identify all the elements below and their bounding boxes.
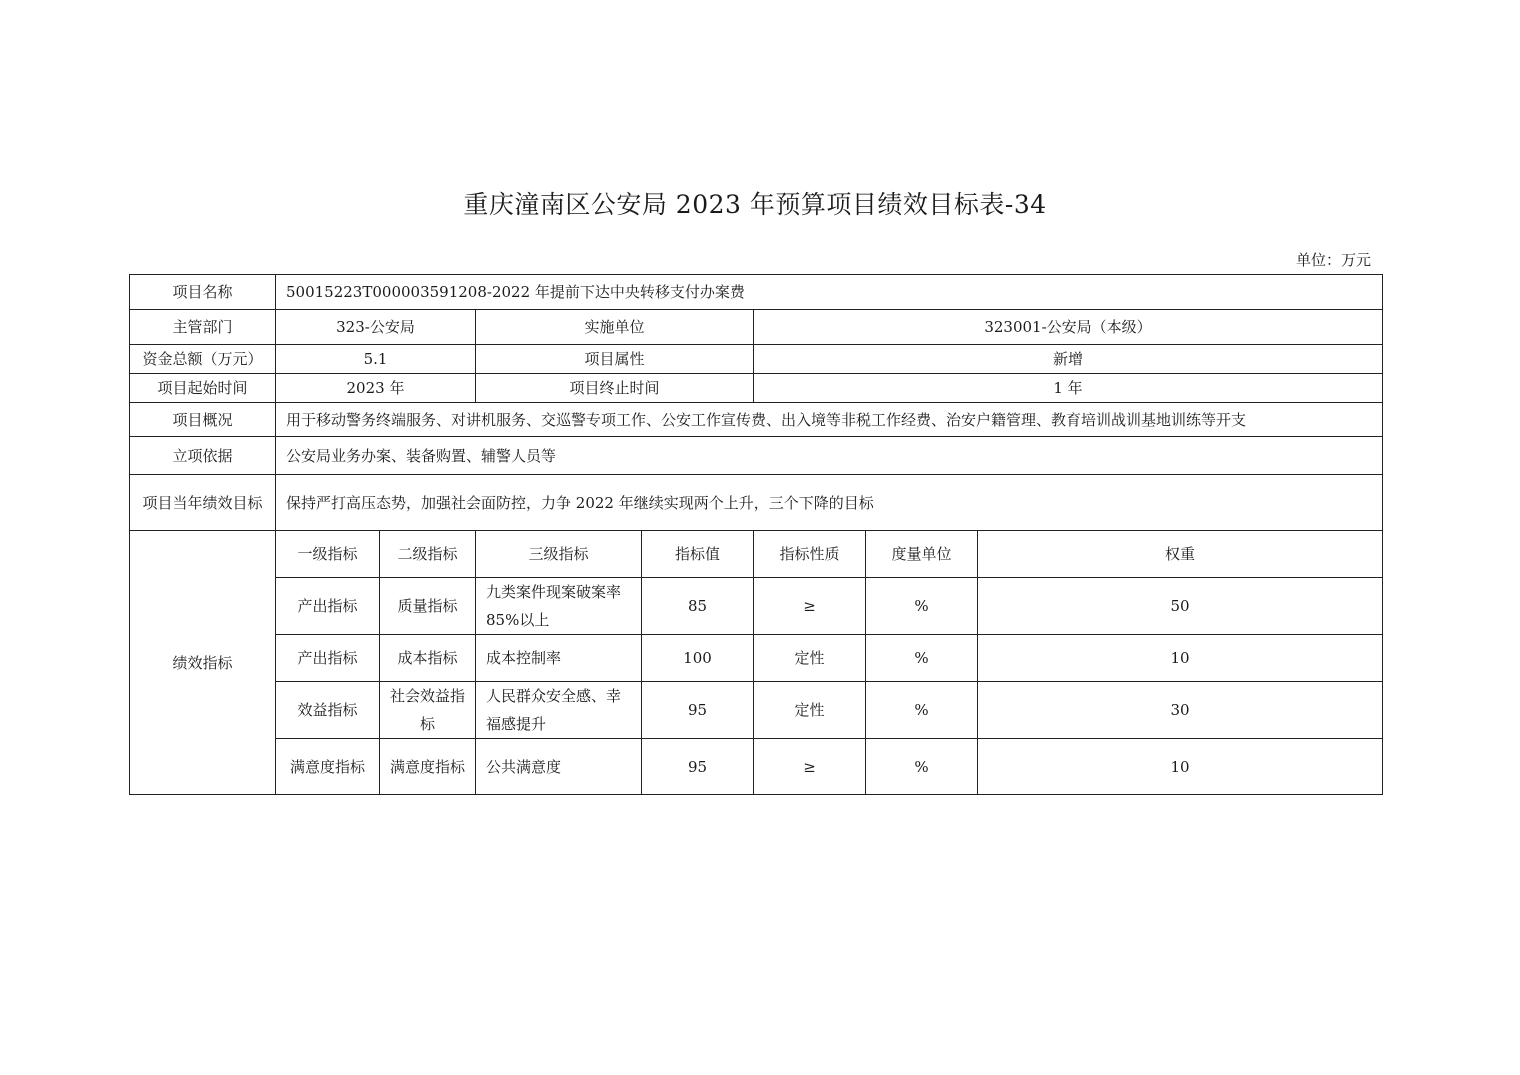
table-row (130, 682, 1383, 739)
overview-label: 项目概况 (130, 403, 276, 437)
value-cell: 85 (642, 578, 754, 635)
fund-value: 5.1 (276, 345, 476, 374)
weight-cell: 50 (978, 578, 1383, 635)
unit-cell: % (866, 682, 978, 739)
level1-cell: 产出指标 (276, 578, 380, 635)
header-level2: 二级指标 (380, 531, 476, 578)
header-weight: 权重 (978, 531, 1383, 578)
project-name-value: 50015223T000003591208-2022 年提前下达中央转移支付办案费 (276, 275, 1383, 310)
header-value: 指标值 (642, 531, 754, 578)
value-cell: 95 (642, 739, 754, 795)
end-value: 1 年 (754, 374, 1383, 403)
indicator-header-row (130, 531, 1383, 578)
goal-label: 项目当年绩效目标 (130, 475, 276, 531)
weight-cell: 30 (978, 682, 1383, 739)
weight-cell: 10 (978, 739, 1383, 795)
basis-value: 公安局业务办案、装备购置、辅警人员等 (276, 437, 1383, 475)
nature-cell: ≥ (754, 578, 866, 635)
level2-cell: 成本指标 (380, 635, 476, 682)
header-nature: 指标性质 (754, 531, 866, 578)
row-fund (130, 345, 1383, 374)
row-goal (130, 475, 1383, 531)
page-title: 重庆潼南区公安局 2023 年预算项目绩效目标表-34 (463, 190, 1047, 219)
dept-label: 主管部门 (130, 310, 276, 345)
indicators-section-label: 绩效指标 (130, 531, 276, 795)
start-label: 项目起始时间 (130, 374, 276, 403)
weight-cell: 10 (978, 635, 1383, 682)
level3-cell: 人民群众安全感、幸福感提升 (476, 682, 642, 739)
table-row (130, 578, 1383, 635)
basis-label: 立项依据 (130, 437, 276, 475)
project-name-label: 项目名称 (130, 275, 276, 310)
header-unit: 度量单位 (866, 531, 978, 578)
nature-cell: 定性 (754, 682, 866, 739)
row-project-name (130, 275, 1383, 310)
fund-label: 资金总额（万元） (130, 345, 276, 374)
nature-cell: ≥ (754, 739, 866, 795)
unit-cell: % (866, 739, 978, 795)
start-value: 2023 年 (276, 374, 476, 403)
value-cell: 100 (642, 635, 754, 682)
unit-cell: % (866, 635, 978, 682)
row-basis (130, 437, 1383, 475)
value-cell: 95 (642, 682, 754, 739)
level1-cell: 效益指标 (276, 682, 380, 739)
row-department (130, 310, 1383, 345)
level2-cell: 社会效益指标 (380, 682, 476, 739)
level3-cell: 公共满意度 (476, 739, 642, 795)
attr-value: 新增 (754, 345, 1383, 374)
unit-cell: % (866, 578, 978, 635)
impl-value: 323001-公安局（本级） (754, 310, 1383, 345)
dept-value: 323-公安局 (276, 310, 476, 345)
level2-cell: 满意度指标 (380, 739, 476, 795)
unit-label: 单位：万元 (1295, 251, 1371, 269)
nature-cell: 定性 (754, 635, 866, 682)
row-overview (130, 403, 1383, 437)
level1-cell: 产出指标 (276, 635, 380, 682)
overview-value: 用于移动警务终端服务、对讲机服务、交巡警专项工作、公安工作宣传费、出入境等非税工作经费、治安户籍管理、教育培训战训基地训练等开支 (276, 403, 1383, 437)
attr-label: 项目属性 (476, 345, 754, 374)
level2-cell: 质量指标 (380, 578, 476, 635)
level3-cell: 九类案件现案破案率85%以上 (476, 578, 642, 635)
performance-goal-table (129, 274, 1383, 795)
header-level3: 三级指标 (476, 531, 642, 578)
goal-value: 保持严打高压态势，加强社会面防控，力争 2022 年继续实现两个上升，三个下降的目标 (276, 475, 1383, 531)
level1-cell: 满意度指标 (276, 739, 380, 795)
table-row (130, 635, 1383, 682)
row-time (130, 374, 1383, 403)
impl-label: 实施单位 (476, 310, 754, 345)
table-row (130, 739, 1383, 795)
level3-cell: 成本控制率 (476, 635, 642, 682)
header-level1: 一级指标 (276, 531, 380, 578)
end-label: 项目终止时间 (476, 374, 754, 403)
